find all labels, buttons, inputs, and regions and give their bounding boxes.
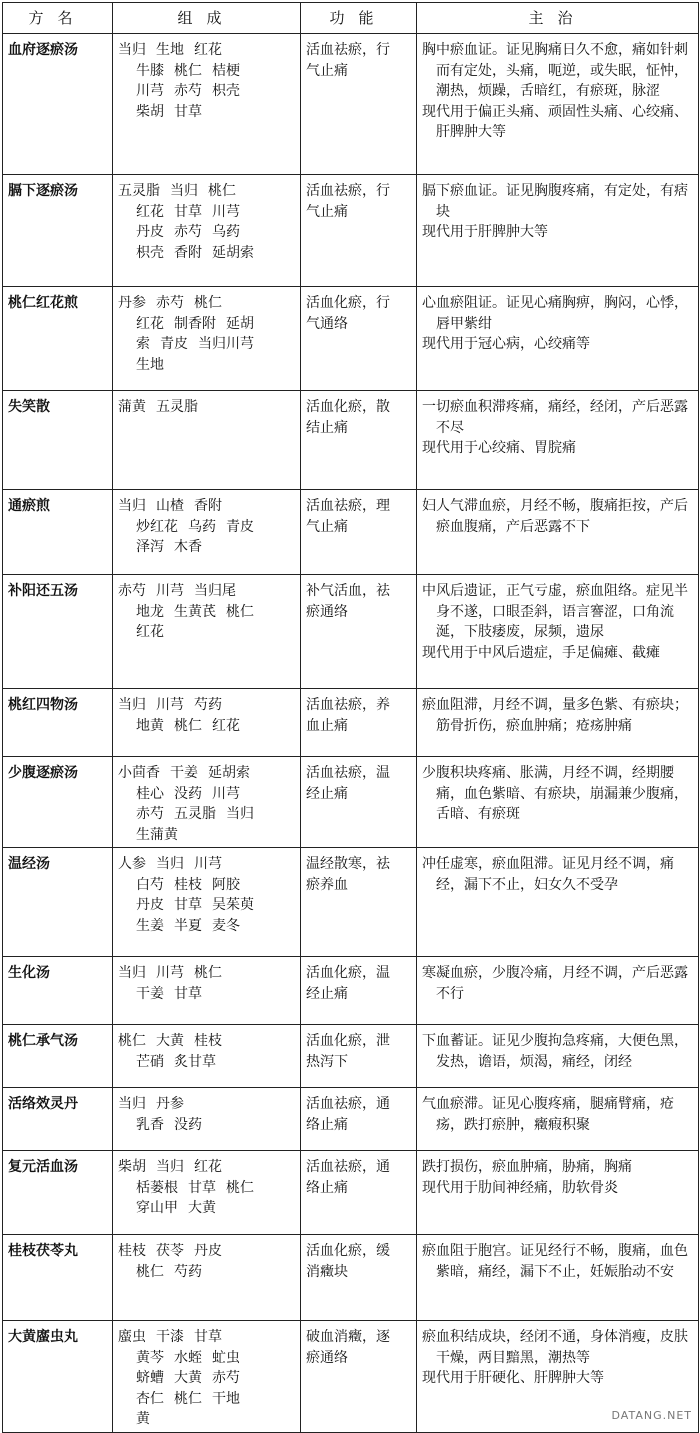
ingredient: 五灵脂 — [118, 183, 160, 199]
prescription-name: 复元活血汤 — [3, 1151, 113, 1235]
indications-cell — [417, 490, 699, 575]
function-text: 活血祛瘀，通 — [306, 1096, 390, 1112]
ingredient-line — [118, 784, 296, 805]
ingredient: 生地 — [136, 356, 164, 373]
ingredient: 桃仁 — [194, 295, 222, 311]
table-body — [3, 34, 699, 1433]
prescription-name: 桃红四物汤 — [3, 689, 113, 757]
ingredient: 当归 — [170, 183, 198, 199]
table-row — [3, 34, 699, 175]
ingredient: 当归川芎 — [198, 336, 254, 352]
ingredient: 白芍 — [136, 876, 164, 893]
indication-text: 膈下瘀血证。证见胸腹疼痛，有定处，有痞块 — [422, 183, 688, 220]
ingredient: 红花 — [212, 717, 240, 734]
ingredient-line — [118, 963, 296, 984]
ingredients-cell — [113, 1235, 301, 1321]
ingredient: 乌药 — [212, 224, 240, 240]
ingredient: 香附 — [194, 498, 222, 514]
function-text: 经止痛 — [306, 985, 348, 1002]
ingredient: 泽泻 — [136, 539, 164, 555]
ingredient-line — [118, 181, 296, 202]
ingredient-line — [118, 355, 296, 376]
ingredient: 延胡索 — [208, 765, 250, 781]
ingredient: 䗪虫 — [118, 1329, 146, 1345]
ingredient: 柴胡 — [136, 103, 164, 120]
prescription-table — [2, 2, 699, 1433]
prescription-name: 通瘀煎 — [3, 490, 113, 575]
indication-text: 现代用于中风后遗症，手足偏瘫、截瘫 — [422, 644, 660, 661]
ingredient: 芒硝 — [136, 1053, 164, 1070]
ingredient: 干姜 — [136, 985, 164, 1002]
function-cell — [301, 757, 417, 848]
prescription-name: 补阳还五汤 — [3, 575, 113, 689]
ingredient: 枳壳 — [136, 244, 164, 261]
function-text: 活血化瘀，温 — [306, 965, 390, 981]
ingredient-line — [118, 895, 296, 916]
ingredient: 山楂 — [156, 498, 184, 514]
function-cell — [301, 848, 417, 957]
function-text: 络止痛 — [306, 1179, 348, 1196]
table-row — [3, 391, 699, 490]
ingredient: 五灵脂 — [174, 806, 216, 822]
table-row — [3, 848, 699, 957]
header-function: 功能 — [301, 3, 417, 34]
ingredient-line — [118, 716, 296, 737]
ingredient: 生地 — [156, 42, 184, 58]
indication-text: 中风后遗证，正气亏虚，瘀血阻络。症见半身不遂，口眼歪斜，语言謇涩，口角流涎，下肢痿废，尿频，遗尿 — [422, 583, 688, 640]
ingredients-cell — [113, 34, 301, 175]
ingredient: 蒲黄 — [118, 399, 146, 415]
ingredient: 黄芩 — [136, 1349, 164, 1366]
ingredient: 当归 — [118, 965, 146, 981]
prescription-name: 膈下逐瘀汤 — [3, 175, 113, 287]
ingredient-line — [118, 1409, 296, 1430]
ingredient: 桃仁 — [226, 1179, 254, 1196]
ingredient: 桃仁 — [208, 183, 236, 199]
indication-text: 现代用于肝硬化、肝脾肿大等 — [422, 1370, 604, 1386]
ingredient-line — [118, 602, 296, 623]
indications-cell — [417, 689, 699, 757]
ingredient: 桂枝 — [118, 1243, 146, 1259]
ingredient-line — [118, 804, 296, 825]
ingredient-line — [118, 622, 296, 643]
function-text: 活血祛瘀，通 — [306, 1159, 390, 1175]
ingredient: 桂心 — [136, 785, 164, 802]
ingredient-line — [118, 222, 296, 243]
ingredient-line — [118, 102, 296, 123]
function-text: 结止痛 — [306, 419, 348, 436]
ingredient: 当归 — [118, 1096, 146, 1112]
table-row — [3, 575, 699, 689]
ingredient: 生姜 — [136, 917, 164, 934]
ingredient: 香附 — [174, 244, 202, 261]
ingredient: 当归 — [156, 856, 184, 872]
ingredient-line — [118, 40, 296, 61]
function-cell — [301, 490, 417, 575]
ingredient: 当归尾 — [194, 583, 236, 599]
ingredient-line — [118, 517, 296, 538]
prescription-name: 大黄䗪虫丸 — [3, 1321, 113, 1433]
ingredient: 没药 — [174, 785, 202, 802]
ingredient: 桂枝 — [174, 876, 202, 893]
indication-text: 瘀血阻滞，月经不调，量多色紫、有瘀块；筋骨折伤，瘀血肿痛；疮疡肿痛 — [422, 697, 688, 734]
function-text: 气止痛 — [306, 518, 348, 535]
ingredients-cell — [113, 957, 301, 1025]
ingredient: 甘草 — [174, 985, 202, 1002]
table-row — [3, 1151, 699, 1235]
ingredient: 延胡索 — [212, 244, 254, 261]
table-row — [3, 287, 699, 391]
function-text: 经止痛 — [306, 785, 348, 802]
ingredient: 虻虫 — [212, 1349, 240, 1366]
function-text: 瘀通络 — [306, 1349, 348, 1366]
ingredient-line — [118, 496, 296, 517]
indication-text: 一切瘀血积滞疼痛，痛经，经闭，产后恶露不尽 — [422, 399, 688, 436]
indication-text: 少腹积块疼痛、胀满，月经不调，经期腰痛，血色紫暗、有瘀块，崩漏兼少腹痛，舌暗、有瘀斑 — [422, 765, 688, 822]
function-text: 气止痛 — [306, 203, 348, 220]
ingredient: 赤芍 — [118, 583, 146, 599]
ingredients-cell — [113, 848, 301, 957]
ingredient: 甘草 — [174, 103, 202, 120]
indications-cell — [417, 757, 699, 848]
indication-text: 气血瘀滞。证见心腹疼痛，腿痛臂痛，疮疡，跌打瘀肿，癥瘕积聚 — [422, 1096, 674, 1133]
ingredient: 地黄 — [136, 717, 164, 734]
ingredient: 延胡 — [226, 315, 254, 332]
function-cell — [301, 689, 417, 757]
ingredient: 桔梗 — [212, 62, 240, 79]
ingredient: 桃仁 — [118, 1033, 146, 1049]
indications-cell — [417, 1235, 699, 1321]
table-row — [3, 689, 699, 757]
ingredient: 蛴螬 — [136, 1370, 164, 1386]
function-text: 血止痛 — [306, 717, 348, 734]
ingredient: 桃仁 — [174, 62, 202, 79]
ingredient-line — [118, 61, 296, 82]
indications-cell — [417, 575, 699, 689]
indication-text: 寒凝血瘀，少腹冷痛，月经不调，产后恶露不行 — [422, 965, 688, 1002]
ingredient: 川芎 — [212, 203, 240, 220]
ingredient-line — [118, 916, 296, 937]
ingredient-line — [118, 202, 296, 223]
ingredient: 青皮 — [226, 518, 254, 535]
ingredient: 没药 — [174, 1116, 202, 1133]
ingredient: 干姜 — [170, 765, 198, 781]
ingredient: 麦冬 — [212, 917, 240, 934]
indications-cell — [417, 391, 699, 490]
function-text: 活血化瘀，缓 — [306, 1243, 390, 1259]
function-text: 活血祛瘀，温 — [306, 765, 390, 781]
ingredient-line — [118, 537, 296, 558]
function-text: 活血化瘀，泄 — [306, 1033, 390, 1049]
ingredient: 桃仁 — [226, 603, 254, 620]
function-text: 络止痛 — [306, 1116, 348, 1133]
ingredient-line — [118, 1178, 296, 1199]
ingredient-line — [118, 243, 296, 264]
ingredient: 人参 — [118, 856, 146, 872]
ingredient: 穿山甲 — [136, 1200, 178, 1216]
function-cell — [301, 957, 417, 1025]
ingredient: 丹参 — [118, 295, 146, 311]
ingredient-line — [118, 763, 296, 784]
ingredient-line — [118, 1157, 296, 1178]
ingredient: 当归 — [118, 498, 146, 514]
ingredient: 桃仁 — [174, 717, 202, 734]
ingredient: 甘草 — [188, 1179, 216, 1196]
indication-text: 心血瘀阻证。证见心痛胸痹，胸闷，心悸，唇甲紫绀 — [422, 295, 688, 332]
ingredient-line — [118, 1031, 296, 1052]
ingredient: 炙甘草 — [174, 1053, 216, 1070]
ingredient: 桃仁 — [136, 1263, 164, 1280]
ingredient-line — [118, 1262, 296, 1283]
function-cell — [301, 1235, 417, 1321]
table-row — [3, 1235, 699, 1321]
ingredient-line — [118, 81, 296, 102]
ingredient: 大黄 — [156, 1033, 184, 1049]
ingredient: 水蛭 — [174, 1349, 202, 1366]
prescription-name: 桃仁承气汤 — [3, 1025, 113, 1088]
ingredient-line — [118, 1368, 296, 1389]
indications-cell — [417, 175, 699, 287]
indication-text: 现代用于肋间神经痛，肋软骨炎 — [422, 1179, 618, 1196]
function-cell — [301, 1025, 417, 1088]
function-text: 温经散寒，祛 — [306, 856, 390, 872]
function-text: 补气活血，祛 — [306, 583, 390, 599]
indication-text: 现代用于心绞痛、胃脘痛 — [422, 440, 576, 456]
ingredients-cell — [113, 1321, 301, 1433]
watermark: DATANG.NET — [611, 1409, 692, 1422]
ingredients-cell — [113, 287, 301, 391]
table-row — [3, 490, 699, 575]
indication-text: 瘀血积结成块，经闭不通，身体消瘦，皮肤干燥，两目黯黑，潮热等 — [422, 1329, 688, 1366]
ingredient-line — [118, 581, 296, 602]
ingredient: 大黄 — [174, 1370, 202, 1386]
ingredient: 炒红花 — [136, 518, 178, 535]
ingredient: 桃仁 — [174, 1390, 202, 1407]
ingredient: 大黄 — [188, 1200, 216, 1216]
function-cell — [301, 287, 417, 391]
ingredient: 茯苓 — [156, 1243, 184, 1259]
function-cell — [301, 1088, 417, 1151]
function-text: 活血祛瘀，养 — [306, 697, 390, 713]
ingredients-cell — [113, 391, 301, 490]
ingredient: 川芎 — [136, 83, 164, 99]
ingredient: 栝蒌根 — [136, 1179, 178, 1196]
ingredients-cell — [113, 490, 301, 575]
ingredient: 红花 — [194, 42, 222, 58]
ingredient: 丹皮 — [136, 224, 164, 240]
ingredient-line — [118, 1094, 296, 1115]
ingredient: 小茴香 — [118, 765, 160, 781]
ingredient-line — [118, 1241, 296, 1262]
ingredient-line — [118, 1348, 296, 1369]
table-row — [3, 1321, 699, 1433]
ingredient: 川芎 — [156, 697, 184, 713]
prescription-name: 活络效灵丹 — [3, 1088, 113, 1151]
ingredient-line — [118, 1198, 296, 1219]
ingredient: 制香附 — [174, 315, 216, 332]
ingredient: 甘草 — [194, 1329, 222, 1345]
ingredient: 川芎 — [156, 583, 184, 599]
ingredient: 丹皮 — [194, 1243, 222, 1259]
ingredient: 芍药 — [174, 1263, 202, 1280]
function-text: 瘀养血 — [306, 876, 348, 893]
indications-cell — [417, 34, 699, 175]
function-text: 消癥块 — [306, 1263, 348, 1280]
function-cell — [301, 1321, 417, 1433]
ingredient-line — [118, 314, 296, 335]
prescription-name: 桂枝茯苓丸 — [3, 1235, 113, 1321]
function-text: 破血消癥，逐 — [306, 1329, 390, 1345]
indications-cell — [417, 1088, 699, 1151]
function-text: 活血祛瘀，行 — [306, 183, 390, 199]
function-text: 活血化瘀，散 — [306, 399, 390, 415]
function-cell — [301, 34, 417, 175]
table-row — [3, 757, 699, 848]
ingredient: 丹参 — [156, 1096, 184, 1112]
ingredient: 干漆 — [156, 1329, 184, 1345]
ingredient: 赤芍 — [136, 806, 164, 822]
ingredient: 半夏 — [174, 917, 202, 934]
function-text: 热泻下 — [306, 1053, 348, 1070]
ingredient-line — [118, 1327, 296, 1348]
ingredient-line — [118, 875, 296, 896]
function-cell — [301, 391, 417, 490]
prescription-name: 失笑散 — [3, 391, 113, 490]
function-text: 气止痛 — [306, 62, 348, 79]
indication-text: 妇人气滞血瘀，月经不畅，腹痛拒按，产后瘀血腹痛，产后恶露不下 — [422, 498, 688, 535]
function-cell — [301, 1151, 417, 1235]
function-text: 活血祛瘀，行 — [306, 42, 390, 58]
ingredients-cell — [113, 757, 301, 848]
ingredient-line — [118, 984, 296, 1005]
indication-text: 现代用于偏正头痛、顽固性头痛、心绞痛、肝脾肿大等 — [422, 103, 688, 140]
table-row — [3, 1025, 699, 1088]
ingredient: 丹皮 — [136, 897, 164, 913]
ingredient: 红花 — [136, 624, 164, 640]
header-ingredients: 组成 — [113, 3, 301, 34]
ingredient: 五灵脂 — [156, 399, 198, 415]
ingredient: 地龙 — [136, 603, 164, 620]
ingredient: 吴茱萸 — [212, 897, 254, 913]
ingredient: 当归 — [118, 697, 146, 713]
function-text: 活血化瘀，行 — [306, 295, 390, 311]
ingredient: 木香 — [174, 539, 202, 555]
ingredient: 川芎 — [212, 785, 240, 802]
ingredient: 当归 — [156, 1159, 184, 1175]
ingredient-line — [118, 695, 296, 716]
ingredient: 芍药 — [194, 697, 222, 713]
ingredient: 柴胡 — [118, 1159, 146, 1175]
ingredient: 干地 — [212, 1390, 240, 1407]
prescription-name: 生化汤 — [3, 957, 113, 1025]
indication-text: 下血蓄证。证见少腹拘急疼痛，大便色黑，发热，谵语，烦渴，痛经，闭经 — [422, 1033, 688, 1070]
indications-cell — [417, 957, 699, 1025]
indication-text: 跌打损伤，瘀血肿痛，胁痛，胸痛 — [422, 1159, 632, 1175]
indication-text: 现代用于冠心病，心绞痛等 — [422, 336, 590, 352]
ingredients-cell — [113, 175, 301, 287]
function-text: 气通络 — [306, 315, 348, 332]
ingredient-line — [118, 1389, 296, 1410]
header-row — [3, 3, 699, 34]
prescription-name: 血府逐瘀汤 — [3, 34, 113, 175]
ingredients-cell — [113, 575, 301, 689]
header-indications: 主治 — [417, 3, 699, 34]
indications-cell — [417, 1151, 699, 1235]
ingredients-cell — [113, 689, 301, 757]
ingredients-cell — [113, 1151, 301, 1235]
ingredient: 生蒲黄 — [136, 826, 178, 843]
ingredient: 甘草 — [174, 897, 202, 913]
function-cell — [301, 175, 417, 287]
ingredient: 桂枝 — [194, 1033, 222, 1049]
ingredient: 赤芍 — [212, 1370, 240, 1386]
ingredient: 红花 — [136, 315, 164, 332]
ingredient: 乳香 — [136, 1116, 164, 1133]
ingredient: 红花 — [136, 203, 164, 220]
ingredient: 生黄芪 — [174, 603, 216, 620]
function-text: 活血祛瘀，理 — [306, 498, 390, 514]
ingredient: 赤芍 — [156, 295, 184, 311]
ingredient: 索 — [136, 336, 150, 352]
prescription-name: 少腹逐瘀汤 — [3, 757, 113, 848]
ingredient: 杏仁 — [136, 1390, 164, 1407]
ingredients-cell — [113, 1025, 301, 1088]
ingredient-line — [118, 397, 296, 418]
header-name: 方名 — [3, 3, 113, 34]
table-row — [3, 957, 699, 1025]
indication-text: 冲任虚寒，瘀血阻滞。证见月经不调，痛经，漏下不止，妇女久不受孕 — [422, 856, 674, 893]
indication-text: 现代用于肝脾肿大等 — [422, 224, 548, 240]
ingredient: 黄 — [136, 1411, 150, 1427]
ingredient-line — [118, 854, 296, 875]
ingredient: 阿胶 — [212, 876, 240, 893]
ingredient: 枳壳 — [212, 83, 240, 99]
ingredient-line — [118, 825, 296, 846]
ingredient: 红花 — [194, 1159, 222, 1175]
ingredient: 桃仁 — [194, 965, 222, 981]
indications-cell — [417, 1025, 699, 1088]
indication-text: 胸中瘀血证。证见胸痛日久不愈，痛如针刺而有定处，头痛，呃逆，或失眠，怔忡，潮热，烦躁，舌暗红，有瘀斑，脉涩 — [422, 42, 688, 99]
ingredient-line — [118, 293, 296, 314]
ingredient-line — [118, 1052, 296, 1073]
ingredient: 甘草 — [174, 203, 202, 220]
function-text: 瘀通络 — [306, 603, 348, 620]
table-row — [3, 175, 699, 287]
ingredient: 川芎 — [156, 965, 184, 981]
ingredients-cell — [113, 1088, 301, 1151]
ingredient-line — [118, 334, 296, 355]
ingredient: 乌药 — [188, 518, 216, 535]
ingredient: 当归 — [226, 806, 254, 822]
ingredient: 赤芍 — [174, 83, 202, 99]
indications-cell — [417, 287, 699, 391]
ingredient: 赤芍 — [174, 224, 202, 240]
function-cell — [301, 575, 417, 689]
ingredient-line — [118, 1115, 296, 1136]
indication-text: 瘀血阻于胞宫。证见经行不畅，腹痛，血色紫暗，痛经，漏下不止，妊娠胎动不安 — [422, 1243, 688, 1280]
prescription-name: 桃仁红花煎 — [3, 287, 113, 391]
ingredient: 青皮 — [160, 336, 188, 352]
indications-cell — [417, 848, 699, 957]
prescription-name: 温经汤 — [3, 848, 113, 957]
ingredient: 川芎 — [194, 856, 222, 872]
ingredient: 当归 — [118, 42, 146, 58]
ingredient: 牛膝 — [136, 62, 164, 79]
table-row — [3, 1088, 699, 1151]
